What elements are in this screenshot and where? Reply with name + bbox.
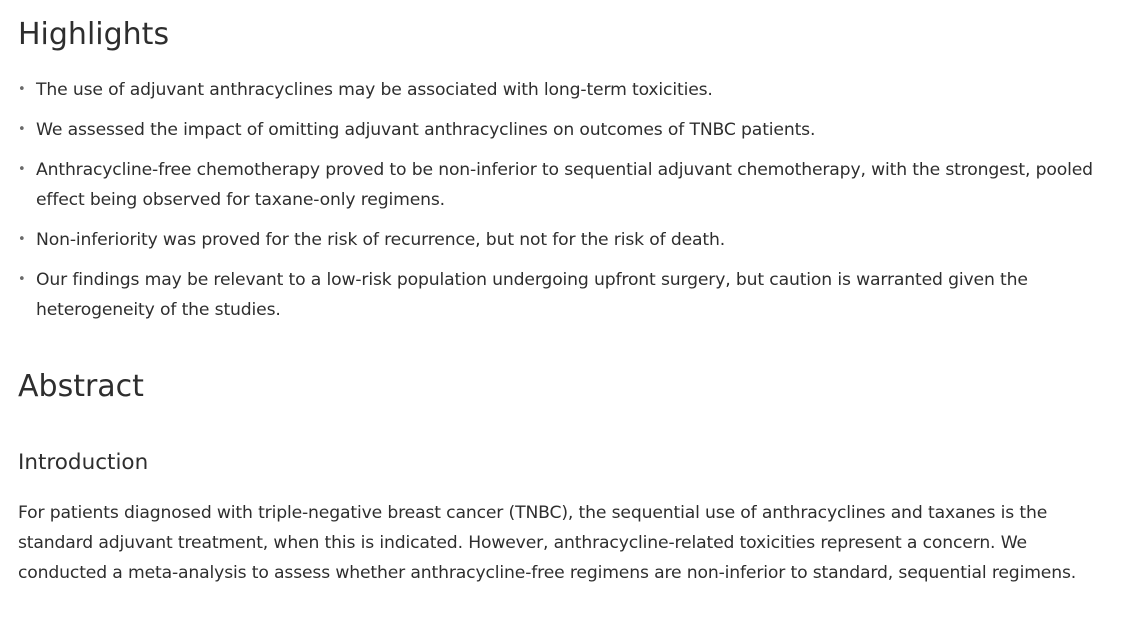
highlight-text: Anthracycline-free chemotherapy proved to be non-inferior to sequential adjuvant chemotherapy, with the strongest, pooled effect being observed for taxane-only regimens. <box>36 160 1093 210</box>
bullet-icon: • <box>18 82 26 97</box>
highlight-text: Non-inferiority was proved for the risk of recurrence, but not for the risk of death. <box>36 230 726 250</box>
bullet-icon: • <box>18 162 26 177</box>
abstract-heading: Abstract <box>18 369 144 404</box>
highlight-item <box>18 265 1113 325</box>
introduction-paragraph: For patients diagnosed with triple-negative breast cancer (TNBC), the sequential use of anthracyclines and taxanes is the standard adjuvant treatment, when this is indicated. However, anthracycline-related toxicities represent a concern. We conducted a meta-analysis to assess whether anthracycline-free regimens are non-inferior to standard, sequential regimens. <box>18 503 1077 583</box>
highlight-item <box>18 155 1113 215</box>
highlight-text: Our findings may be relevant to a low-risk population undergoing upfront surgery, but caution is warranted given the heterogeneity of the studies. <box>36 270 1028 320</box>
highlight-item <box>18 225 1113 255</box>
highlight-item <box>18 115 1113 145</box>
highlights-heading: Highlights <box>18 17 170 52</box>
bullet-icon: • <box>18 272 26 287</box>
bullet-icon: • <box>18 122 26 137</box>
bullet-icon: • <box>18 232 26 247</box>
highlight-text: The use of adjuvant anthracyclines may be associated with long-term toxicities. <box>36 80 713 100</box>
introduction-heading: Introduction <box>18 450 149 475</box>
highlight-item <box>18 75 1113 105</box>
highlights-list <box>18 75 1113 335</box>
highlight-text: We assessed the impact of omitting adjuvant anthracyclines on outcomes of TNBC patients. <box>36 120 816 140</box>
